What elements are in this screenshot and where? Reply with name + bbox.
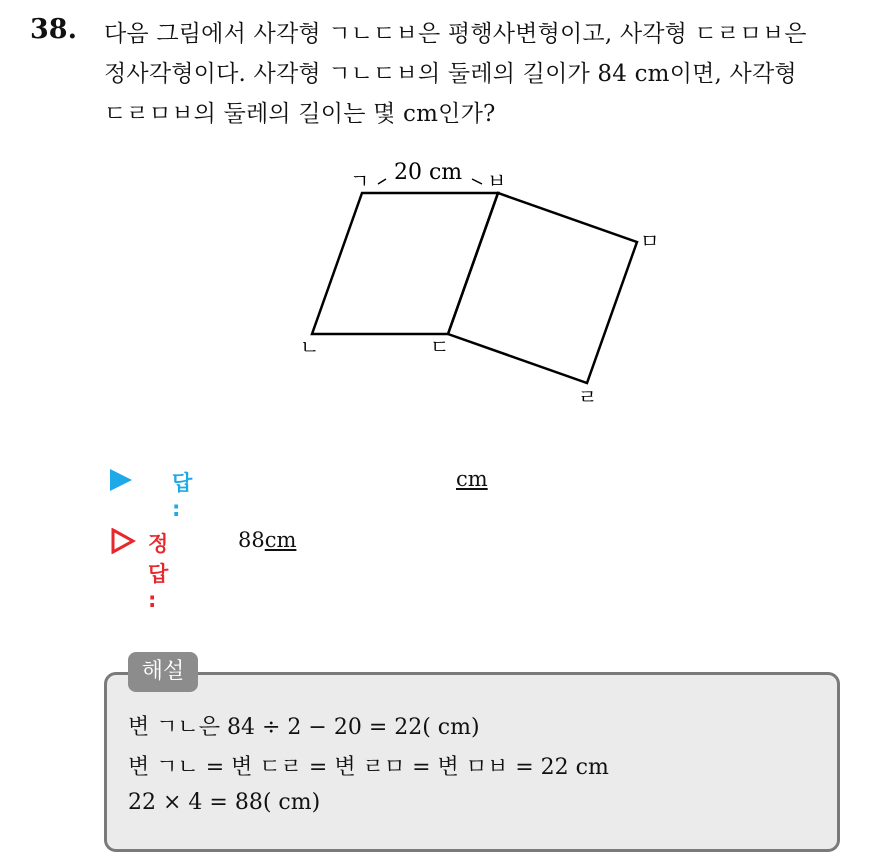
question-number: 38.: [30, 14, 77, 45]
answer-row: [110, 467, 488, 521]
solution-line-1: 변 ㄱㄴ은 84 ÷ 2 − 20 = 22( cm): [128, 715, 480, 740]
question-line-1: 다음 그림에서 사각형 ㄱㄴㄷㅂ은 평행사변형이고, 사각형 ㄷㄹㅁㅂ은: [104, 21, 807, 47]
label-nieun: ㄴ: [300, 335, 320, 359]
answer-label: 답 :: [172, 471, 193, 521]
label-bieup: ㅂ: [487, 169, 507, 193]
play-triangle-icon: [110, 469, 132, 491]
dimension-tick-right: [472, 179, 482, 184]
correct-value: [238, 528, 296, 552]
label-mieum: ㅁ: [640, 229, 660, 253]
square: [448, 193, 637, 383]
correct-label: 정답 :: [148, 532, 169, 612]
answer-unit[interactable]: cm: [456, 467, 488, 491]
dimension-tick-left: [378, 179, 386, 184]
solution-tag: 해설: [128, 652, 198, 692]
correct-answer-row: [110, 528, 297, 612]
label-giyeok: ㄱ: [350, 169, 370, 193]
question-line-3: ㄷㄹㅁㅂ의 둘레의 길이는 몇 cm인가?: [104, 101, 496, 127]
solution-line-3: 22 × 4 = 88( cm): [128, 790, 321, 815]
parallelogram: [312, 193, 498, 334]
label-rieul: ㄹ: [578, 385, 598, 409]
solution-line-2: 변 ㄱㄴ = 변 ㄷㄹ = 변 ㄹㅁ = 변 ㅁㅂ = 22 cm: [128, 755, 609, 780]
label-digeut: ㄷ: [430, 335, 450, 359]
correct-number: 88: [238, 528, 265, 552]
geometry-figure: [290, 152, 670, 412]
outline-triangle-icon: [110, 528, 136, 554]
question-line-2: 정사각형이다. 사각형 ㄱㄴㄷㅂ의 둘레의 길이가 84 cm이면, 사각형: [104, 61, 797, 87]
correct-unit: cm: [264, 528, 297, 552]
label-length: 20 cm: [394, 160, 463, 185]
